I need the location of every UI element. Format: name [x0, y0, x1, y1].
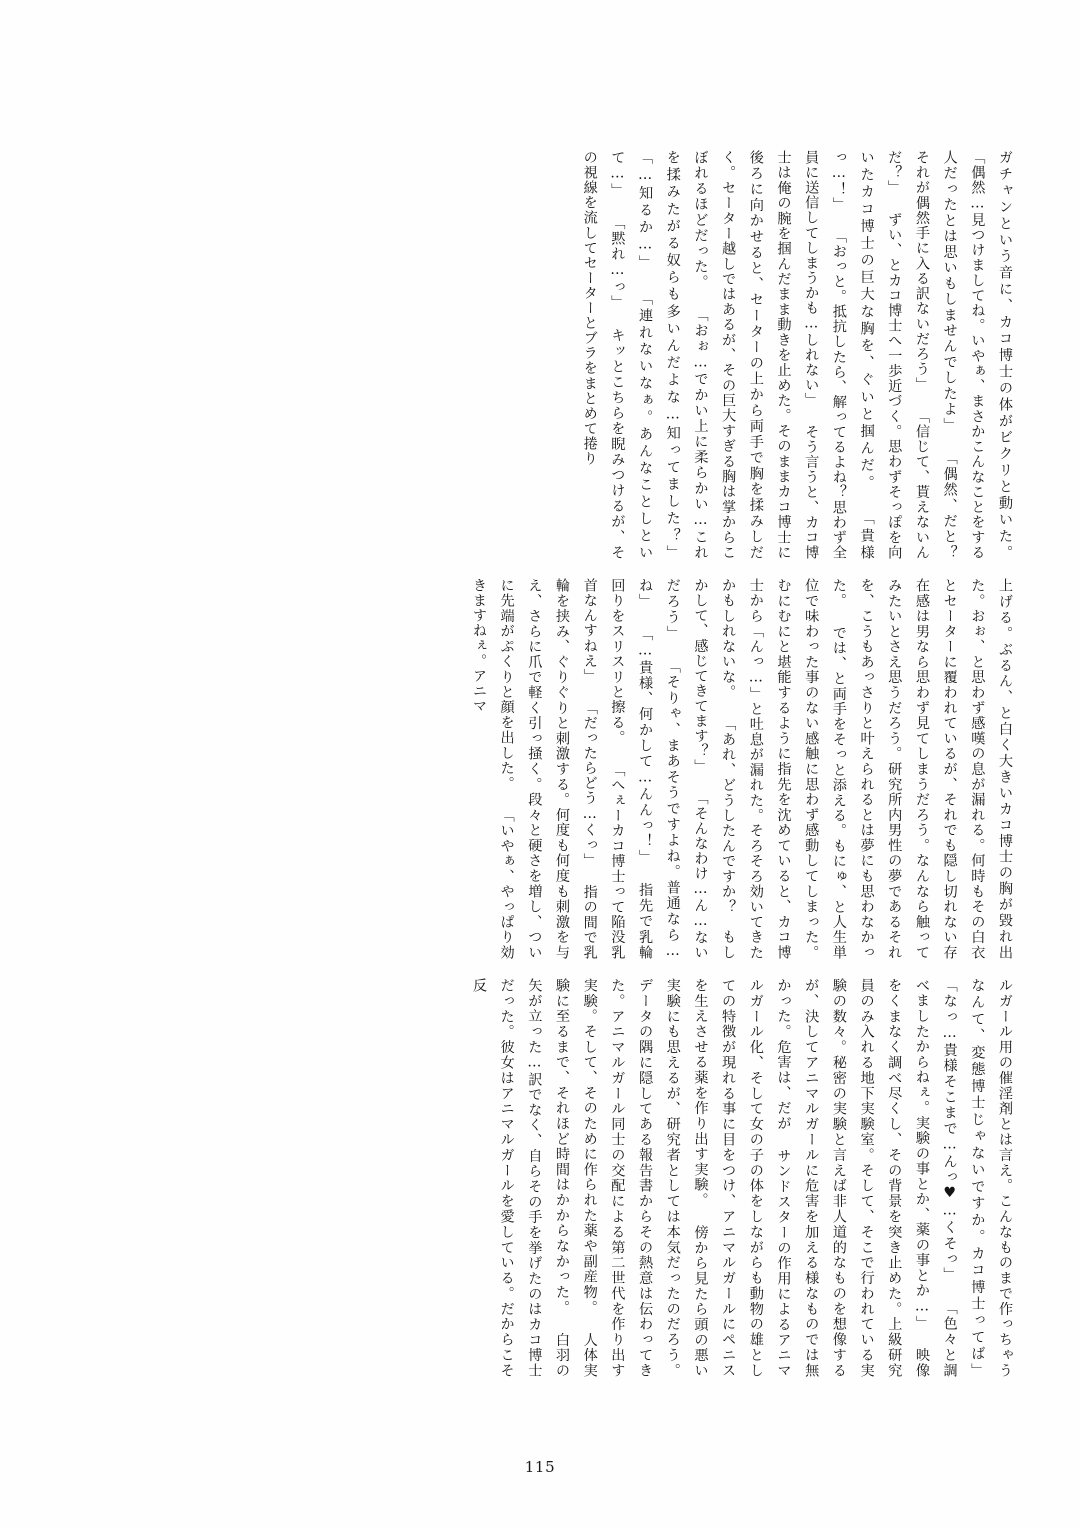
body-text-column-group-1: ガチャンという音に、カコ博士の体がビクリと動いた。 「偶然…見つけましてね。いやぁ、まさかこんなことをする人だったとは思いもしませんでしたよ」 「偶然、だと？ それが偶然手に入る訳ないだろう」 「信じて、貰えないんだ？」 ずい、とカコ博士へ一歩近づく。思わずそっぽを向いたカコ博士の巨大な胸を、ぐいと掴んだ。 「貴様っ…！」 「おっと。抵抗したら、解ってるよね？思わず全員に送信してしまうかも…しれない」 そう言うと、カコ博士は俺の腕を掴んだまま動きを止めた。そのままカコ博士に後ろに向かせると、セーターの上から両手で胸を揉みしだく。セーター越しではあるが、その巨大すぎる胸は掌からこぼれるほどだった。 「おぉ…でかい上に柔らかい…これを揉みたがる奴らも多いんだよな…知ってました？」 「…知るか…」 「連れないなぁ。あんなことしといて…」 「黙れ…っ」 キッとこちらを睨みつけるが、その視線を流してセーターとブラをまとめて捲り	[581, 150, 1013, 576]
body-text-column-group-2: 上げる。ぶるん、と白く大きいカコ博士の胸が毀れ出た。おぉ、と思わず感嘆の息が漏れる。何時もその白衣とセーターに覆われているが、それでも隠し切れない存在感は男なら思わず見てしまうだろう。なんなら触ってみたいとさえ思うだろう。研究所内男性の夢であるそれを、こうもあっさりと叶えられるとは夢にも思わなかった。 では、と両手をそっと添える。もにゅ、と人生単位で味わった事のない感触に思わず感動してしまった。むにむにと堪能するように指先を沈めていると、カコ博士から「んっ…」と吐息が漏れた。そろそろ効いてきたかもしれないな。 「あれ、どうしたんですか？ もしかして、感じてきてます？」 「そんなわけ…ん…ないだろう」 「そりゃ、まあそうですよね。普通なら…ね」 「…貴様、何かして…んんっ！」 指先で乳輪回りをスリスリと擦る。 「へぇーカコ博士って陥没乳首なんすねえ」 「だったらどう…くっ」 指の間で乳輪を挟み、ぐりぐりと刺激する。何度も何度も刺激を与え、さらに爪で軽く引っ掻く。段々と硬さを増し、ついに先端がぷくりと顔を出した。 「いやぁ、やっぱり効きますねぇ。アニマ	[470, 578, 1013, 960]
body-text-column-group-3: ルガール用の催淫剤とは言え。こんなものまで作っちゃうなんて、変態博士じゃないですか。カコ博士ってば」 「なっ…貴様そこまで…んっ♥…くそっ」 「色々と調べましたからねぇ。実験の事とか、薬の事とか…」 映像をくまなく調べ尽くし、その背景を突き止めた。上級研究員のみ入れる地下実験室。そして、そこで行われている実験の数々。秘密の実験と言えば非人道的なものを想像するが、決してアニマルガールに危害を加える様なものでは無かった。危害は、だが サンドスターの作用によるアニマルガール化、そして女の子の体をしながらも動物の雄としての特徴が現れる事に目をつけ、アニマルガールにペニスを生えさせる薬を作り出す実験。 傍から見たら頭の悪い実験にも思えるが、研究者としては本気だったのだろう。データの隅に隠してある報告書からその熱意は伝わってきた。アニマルガール同士の交配による第二世代を作り出す実験。そして、そのために作られた薬や副産物。 人体実験に至るまで、それほど時間はかからなかった。 白羽の矢が立った…訳でなく、自らその手を挙げたのはカコ博士だった。彼女はアニマルガールを愛している。だからこそ反	[470, 978, 1013, 1378]
page-number: 115	[524, 1458, 556, 1476]
